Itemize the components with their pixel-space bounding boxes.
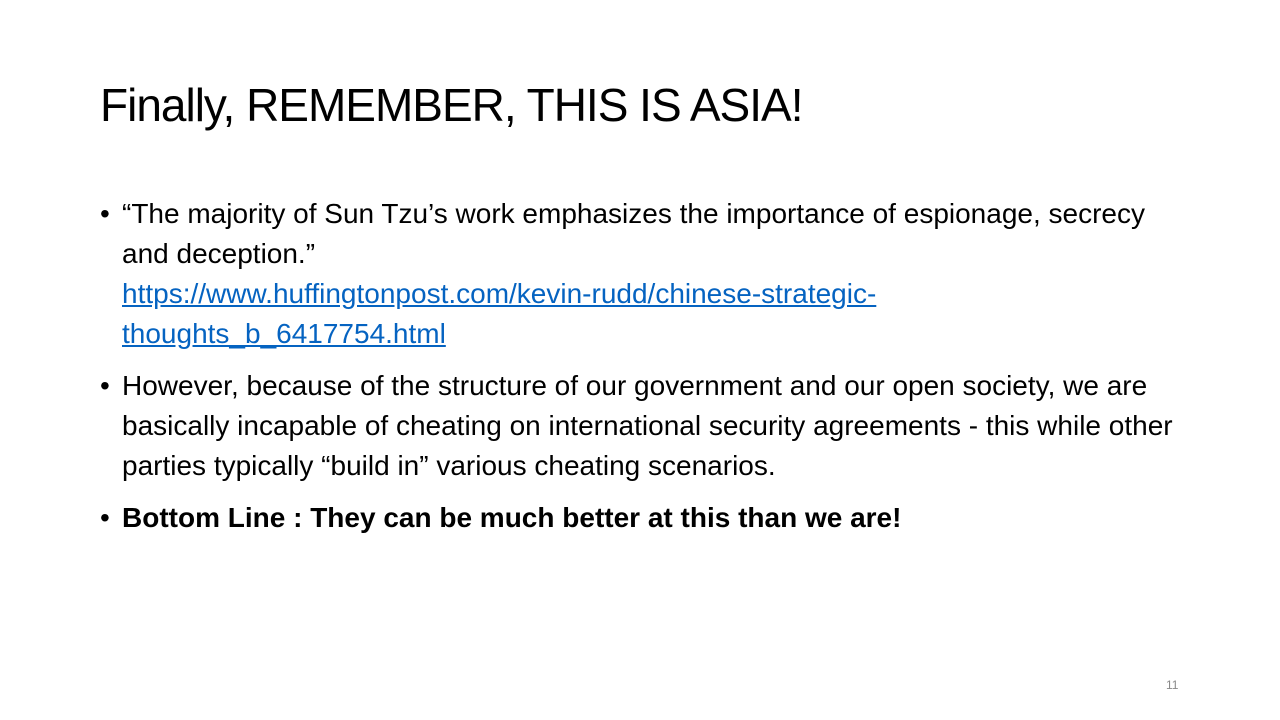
bullet-list: [100, 194, 1180, 550]
bullet-text: “The majority of Sun Tzu’s work emphasizes the importance of espionage, secrecy and deception.”: [122, 198, 1145, 269]
bullet-icon: •: [100, 502, 110, 533]
bullet-icon: •: [100, 370, 110, 401]
slide-title: Finally, REMEMBER, THIS IS ASIA!: [100, 79, 803, 131]
bullet-text: However, because of the structure of our government and our open society, we are basically incapable of cheating on international security agreements - this while other parties typically “build in” various cheating scenarios.: [122, 370, 1173, 481]
bullet-item-sun-tzu: [100, 194, 1180, 354]
source-link[interactable]: [122, 278, 876, 349]
source-link-line-1[interactable]: https://www.huffingtonpost.com/kevin-rudd/chinese-strategic-: [122, 278, 877, 309]
source-link-line-2[interactable]: thoughts_b_6417754.html: [122, 318, 446, 349]
bullet-icon: •: [100, 198, 110, 229]
bullet-item-bottom-line: [100, 498, 1180, 538]
page-number: 11: [1166, 678, 1179, 692]
bullet-text-bold: Bottom Line : They can be much better at this than we are!: [122, 502, 902, 533]
bullet-item-government: [100, 366, 1180, 486]
